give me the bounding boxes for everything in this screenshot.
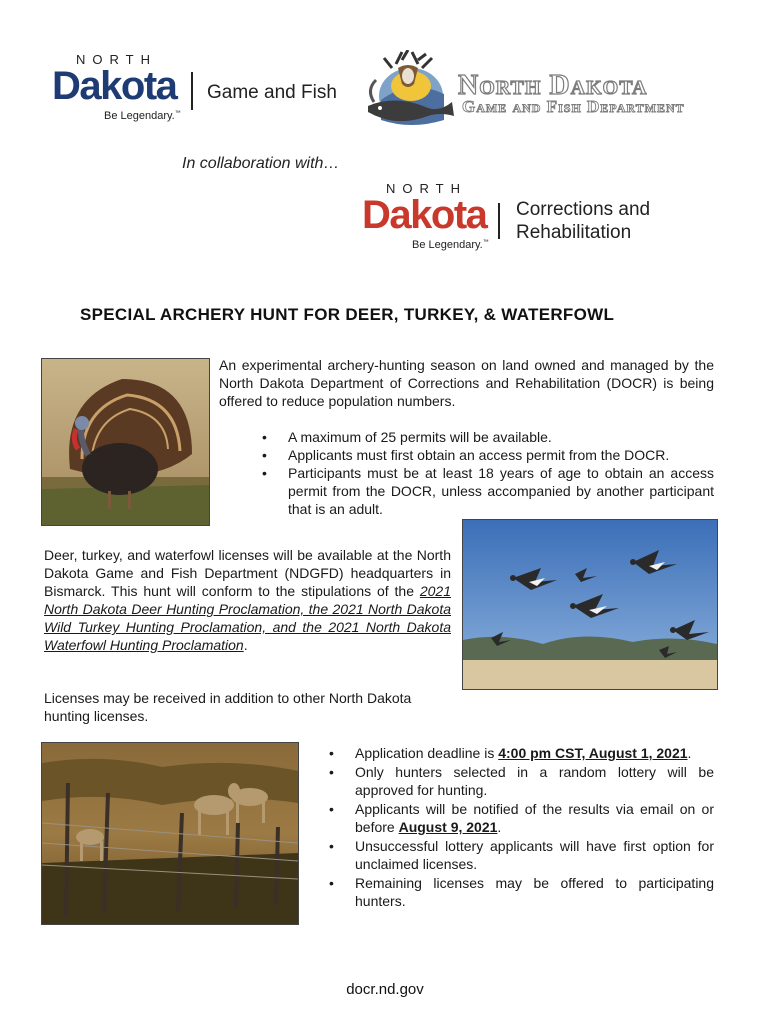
turkey-image-icon [42,359,209,525]
list-item: • A maximum of 25 permits will be available. [262,428,714,446]
list-item: • Unsuccessful lottery applicants will have first option for unclaimed licenses. [329,837,714,873]
gf-logo-north: NORTH [76,52,157,67]
geese-photo [462,519,718,690]
list-item [329,744,714,762]
intro-bullet-list [262,428,714,518]
gf-logo [52,52,342,127]
deer-photo [41,742,299,925]
deadline-value: 4:00 pm CST, August 1, 2021 [498,745,688,761]
proclamations-link[interactable]: 2021 North Dakota Deer Hunting Proclamation, the 2021 North Dakota Wild Turkey Hunting Proclamation, and the 2021 North Dakota Waterfowl Hunting Proclamation [44,583,452,653]
docr-logo-tagline: Be Legendary.™ [412,239,489,251]
licenses-paragraph [44,546,451,654]
dept-subtitle: Game and Fish Department [462,97,685,116]
docr-logo-agency-1: Corrections and [516,199,651,220]
dept-title: North Dakota [458,70,648,101]
intro-paragraph: An experimental archery-hunting season on land owned and managed by the North Dakota Department of Corrections and Rehabilitation (DOCR) is being offered to reduce population numbers. [219,357,714,409]
notify-date: August 9, 2021 [398,819,498,835]
geese-image-icon [463,520,717,689]
docr-logo-wordmark: Dakota [362,193,487,237]
list-item [329,800,714,836]
deer-image-icon [42,743,298,924]
gf-logo-tagline: Be Legendary.™ [104,110,181,122]
docr-logo-agency-2: Rehabilitation [516,222,632,243]
gf-logo-wordmark: Dakota [52,64,177,108]
list-item: • Participants must be at least 18 years of age to obtain an access permit from the DOCR, unless accompanied by another participant that is an adult. [262,464,714,518]
deadline-label: Application deadline is [355,745,499,761]
dept-emblem [356,50,466,132]
deer-fish-emblem-icon [356,50,466,132]
docr-logo [362,181,662,256]
turkey-photo [41,358,210,526]
page-title: SPECIAL ARCHERY HUNT FOR DEER, TURKEY, & WATERFOWL [80,305,615,324]
licenses-text: Deer, turkey, and waterfowl licenses will be available at the North Dakota Game and Fish Department (NDGFD) headquarters in Bismarck. This hunt will conform to the stipulations of the [44,547,451,599]
list-item: • Applicants must first obtain an access permit from the DOCR. [262,446,714,464]
collab-text: In collaboration with… [182,155,340,172]
docr-logo-separator [498,203,500,239]
gf-logo-agency: Game and Fish [207,82,337,103]
licenses-end: . [243,637,248,653]
application-bullet-list [329,744,714,910]
list-item: • Remaining licenses may be offered to participating hunters. [329,874,714,910]
docr-logo-north: NORTH [386,181,467,196]
notify-label: Applicants will be notified of the results via email on or before [355,801,714,835]
footer-url[interactable]: docr.nd.gov [346,981,424,998]
licenses-note: Licenses may be received in addition to other North Dakota hunting licenses. [44,690,412,724]
list-item: • Only hunters selected in a random lottery will be approved for hunting. [329,763,714,799]
deadline-end: . [687,745,692,761]
notify-end: . [497,819,502,835]
gf-logo-separator [191,72,193,110]
